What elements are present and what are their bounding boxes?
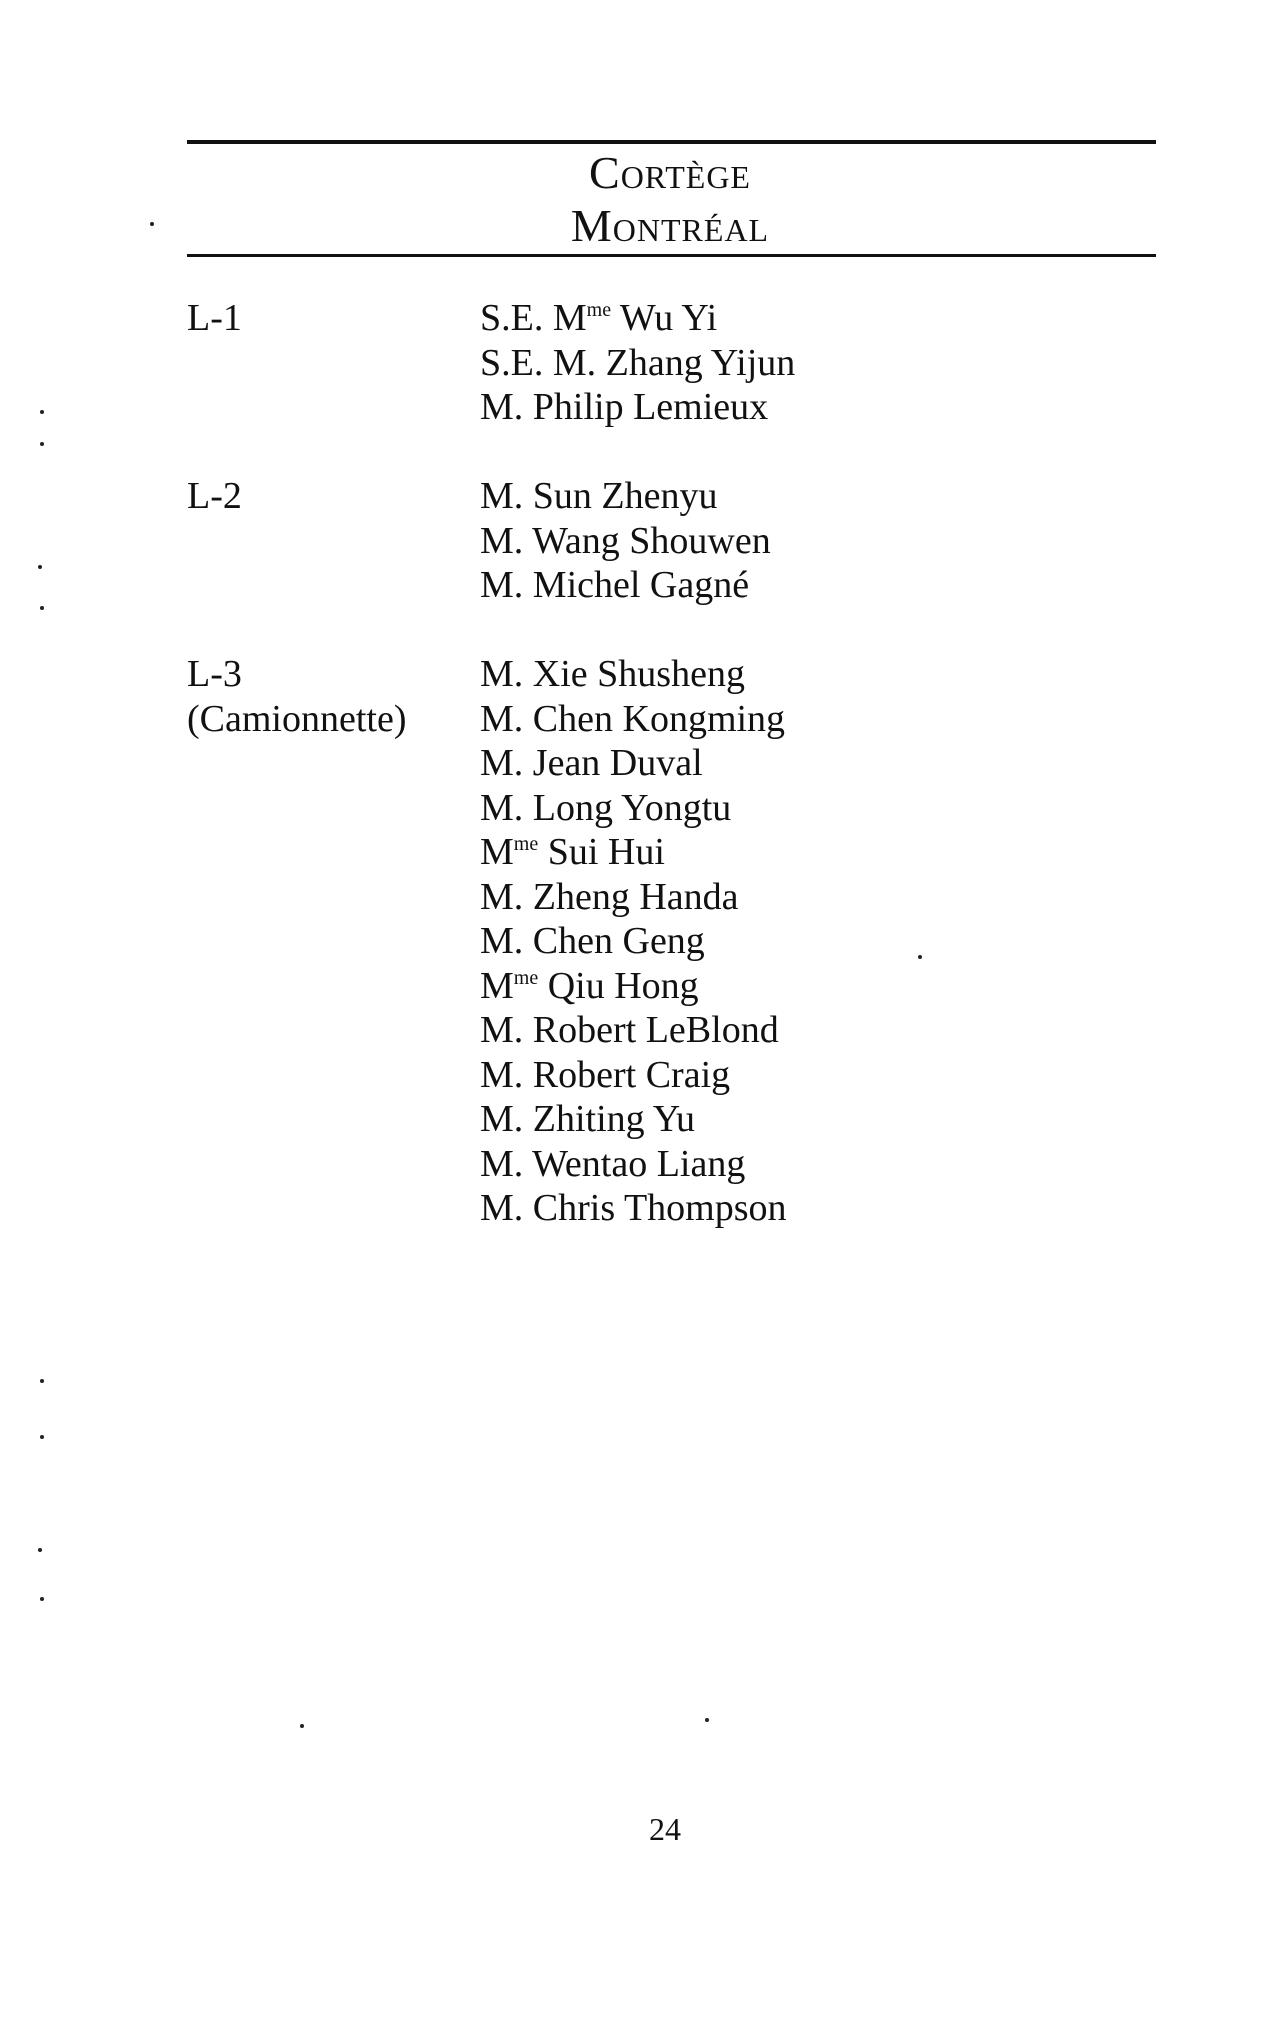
- passenger-list: [480, 296, 795, 430]
- passenger-list: [480, 474, 771, 608]
- scan-speck: [40, 410, 44, 414]
- passenger-name: M. Zhiting Yu: [480, 1098, 695, 1140]
- vehicle-code: L-1: [187, 297, 242, 339]
- vehicle-type: (Camionnette): [187, 697, 407, 740]
- passenger-name: M. Wang Shouwen: [480, 519, 771, 562]
- scan-speck: [40, 1435, 44, 1439]
- scan-speck: [918, 955, 922, 959]
- passenger-name: M. Michel Gagné: [480, 564, 750, 606]
- scan-speck: [40, 1597, 44, 1601]
- scan-speck: [40, 606, 44, 610]
- passenger-name: $M^{me}$ Qiu Hong: [480, 964, 699, 1007]
- passenger-name: M. Philip Lemieux: [480, 386, 769, 428]
- vehicle-code: L-3: [187, 653, 242, 695]
- scan-speck: [38, 1548, 42, 1552]
- heading-line-2: Montréal: [570, 200, 770, 251]
- page-number: 24: [649, 1811, 681, 1847]
- passenger-name: M. Zheng Handa: [480, 875, 739, 918]
- bottom-rule: [187, 254, 1156, 257]
- scan-speck: [300, 1724, 304, 1728]
- vehicle-label: [187, 474, 242, 519]
- passenger-name: $M^{me}$ Sui Hui: [480, 831, 665, 873]
- vehicle-code: L-2: [187, 475, 242, 517]
- passenger-name: S.E. M. Zhang Yijun: [480, 341, 796, 384]
- passenger-name: M. Xie Shusheng: [480, 653, 745, 695]
- passenger-name: M. Jean Duval: [480, 742, 703, 784]
- passenger-name: M. Wentao Liang: [480, 1142, 746, 1185]
- scan-speck: [40, 1379, 44, 1383]
- passenger-name: M. Robert LeBlond: [480, 1009, 779, 1051]
- passenger-name: M. Chris Thompson: [480, 1187, 787, 1229]
- passenger-name: M. Chen Geng: [480, 920, 705, 962]
- passenger-list: [480, 652, 787, 1231]
- scan-speck: [705, 1718, 709, 1722]
- heading-line-1: Cortège: [589, 147, 751, 198]
- passenger-name: M. Chen Kongming: [480, 697, 786, 740]
- scan-speck: [38, 565, 42, 569]
- top-rule: [187, 140, 1156, 144]
- passenger-name: S.E. $M^{me}$ Wu Yi: [480, 297, 718, 339]
- vehicle-label: [187, 652, 406, 741]
- scan-speck: [40, 442, 44, 446]
- passenger-name: M. Long Yongtu: [480, 786, 732, 829]
- passenger-name: M. Robert Craig: [480, 1053, 731, 1096]
- passenger-name: M. Sun Zhenyu: [480, 475, 718, 517]
- vehicle-label: [187, 296, 242, 341]
- scan-speck: [150, 222, 154, 226]
